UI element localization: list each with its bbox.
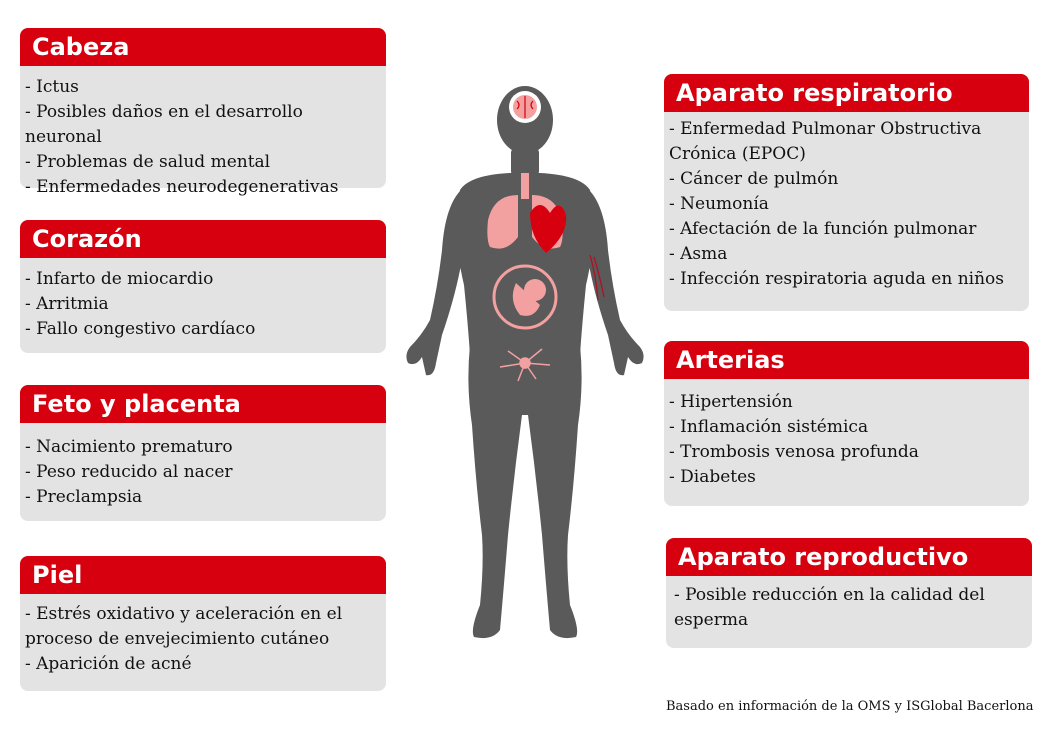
list-item: - Cáncer de pulmón bbox=[669, 169, 839, 189]
list-item: - Infarto de miocardio bbox=[25, 269, 214, 289]
right-arm bbox=[580, 189, 644, 375]
card-cabeza bbox=[20, 28, 386, 197]
card-title: Feto y placenta bbox=[20, 385, 386, 423]
list-item: - Aparición de acné bbox=[25, 654, 192, 674]
list-item: - Estrés oxidativo y aceleración en el proceso de envejecimiento cutáneo bbox=[25, 604, 343, 649]
card-title: Corazón bbox=[20, 220, 386, 258]
list-item: - Asma bbox=[669, 244, 728, 264]
list-item: - Diabetes bbox=[669, 467, 756, 487]
card-arterias bbox=[664, 341, 1029, 506]
list-item: - Ictus bbox=[25, 77, 79, 97]
card-title: Arterias bbox=[664, 341, 1029, 379]
card-corazon bbox=[20, 220, 386, 353]
list-item: - Posible reducción en la calidad del esperma bbox=[674, 585, 985, 630]
legs bbox=[468, 345, 581, 638]
list-item: - Posibles daños en el desarrollo neuronal bbox=[25, 102, 303, 147]
card-title: Aparato reproductivo bbox=[666, 538, 1032, 576]
list-item: - Fallo congestivo cardíaco bbox=[25, 319, 256, 339]
card-title: Aparato respiratorio bbox=[664, 74, 1029, 112]
list-item: - Neumonía bbox=[669, 194, 769, 214]
fetus-icon bbox=[494, 266, 556, 328]
source-note: Basado en información de la OMS y ISGlobal Bacerlona bbox=[666, 699, 1034, 714]
card-title: Piel bbox=[20, 556, 386, 594]
list-item: - Nacimiento prematuro bbox=[25, 437, 233, 457]
card-title: Cabeza bbox=[20, 28, 386, 66]
human-body-illustration bbox=[390, 85, 660, 645]
list-item: - Peso reducido al nacer bbox=[25, 462, 233, 482]
card-aparato-reproductivo bbox=[666, 538, 1032, 648]
list-item: - Infección respiratoria aguda en niños bbox=[669, 269, 1004, 289]
list-item: - Afectación de la función pulmonar bbox=[669, 219, 977, 239]
list-item: - Hipertensión bbox=[669, 392, 793, 412]
list-item: - Arritmia bbox=[25, 294, 109, 314]
list-item: - Preclampsia bbox=[25, 487, 143, 507]
card-piel bbox=[20, 556, 386, 691]
list-item: - Inflamación sistémica bbox=[669, 417, 869, 437]
list-item: - Enfermedades neurodegenerativas bbox=[25, 177, 339, 197]
brain-icon bbox=[509, 91, 541, 123]
list-item: - Trombosis venosa profunda bbox=[669, 442, 919, 462]
card-feto-placenta bbox=[20, 385, 386, 521]
list-item: - Enfermedad Pulmonar Obstructiva Crónica (EPOC) bbox=[669, 119, 982, 164]
list-item: - Problemas de salud mental bbox=[25, 152, 271, 172]
card-aparato-respiratorio bbox=[664, 74, 1029, 311]
left-arm bbox=[406, 189, 470, 375]
